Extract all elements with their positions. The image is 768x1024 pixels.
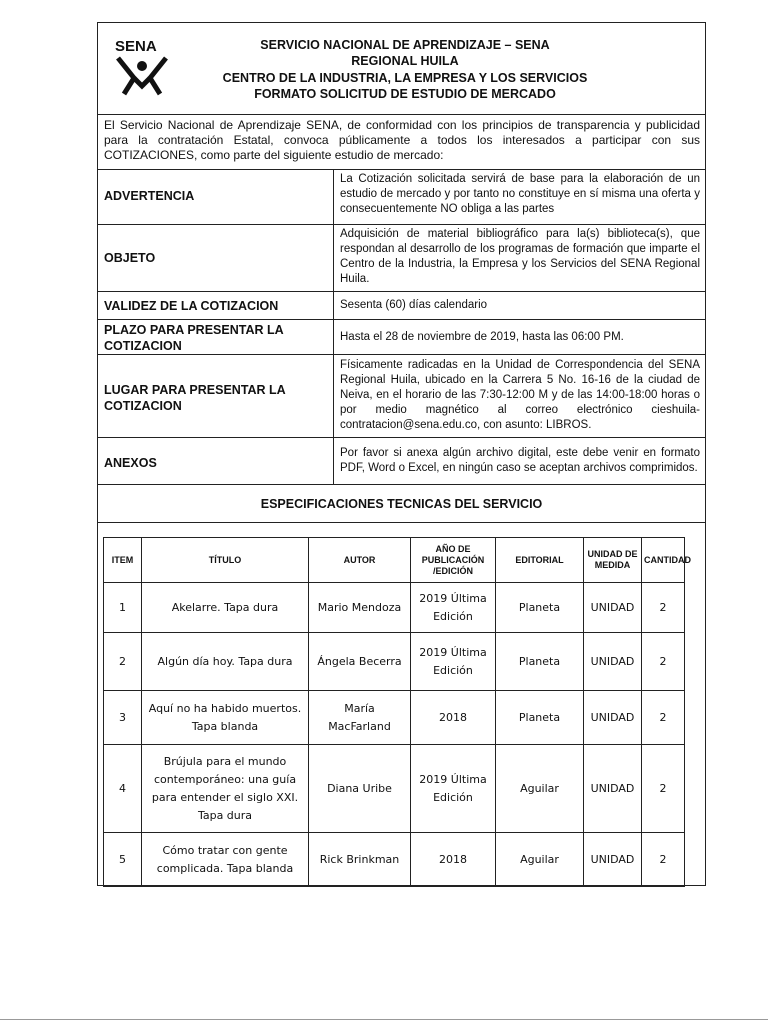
column-divider xyxy=(333,169,334,484)
cell-item: 5 xyxy=(104,833,142,887)
svg-text:SENA: SENA xyxy=(115,38,157,55)
divider xyxy=(97,354,706,355)
header-regional: REGIONAL HUILA xyxy=(351,54,459,68)
spec-section-title: ESPECIFICACIONES TECNICAS DEL SERVICIO xyxy=(260,497,543,511)
col-header-titulo: TÍTULO xyxy=(142,538,309,583)
intro-paragraph: El Servicio Nacional de Aprendizaje SENA, de conformidad con los principios de transparencia y publicidad para la contratación Estatal, convoca públicamente a todos los interesados a participar con sus COTIZACIONES, como parte del siguiente estudio de mercado: xyxy=(104,118,700,162)
col-header-anio: AÑO DE PUBLICACIÓN /EDICIÓN xyxy=(411,538,496,583)
cell-anio: 2019 Última Edición xyxy=(411,583,496,633)
header-format: FORMATO SOLICITUD DE ESTUDIO DE MERCADO xyxy=(254,87,556,101)
table-row xyxy=(104,583,685,633)
cell-cantidad: 2 xyxy=(642,745,685,833)
cell-cantidad: 2 xyxy=(642,833,685,887)
cell-anio: 2019 Última Edición xyxy=(411,633,496,691)
divider xyxy=(97,319,706,320)
cell-cantidad: 2 xyxy=(642,691,685,745)
items-table xyxy=(103,537,691,887)
divider xyxy=(97,291,706,292)
divider xyxy=(97,522,706,523)
field-value-anexos: Por favor si anexa algún archivo digital, este debe venir en formato PDF, Word o Excel, en ningún caso se aceptan archivos comprimidos. xyxy=(340,447,700,474)
header-title: SERVICIO NACIONAL DE APRENDIZAJE – SENA xyxy=(260,38,550,52)
table-row xyxy=(104,633,685,691)
sena-logo xyxy=(112,36,172,96)
divider xyxy=(97,484,706,485)
cell-anio: 2018 xyxy=(411,691,496,745)
divider xyxy=(97,114,706,115)
divider xyxy=(97,169,706,170)
table-row xyxy=(104,745,685,833)
col-header-cantidad: CANTIDAD xyxy=(642,538,685,583)
cell-anio: 2019 Última Edición xyxy=(411,745,496,833)
cell-editorial: Planeta xyxy=(496,583,584,633)
page-edge-line xyxy=(0,1019,768,1020)
cell-editorial: Aguilar xyxy=(496,745,584,833)
cell-item: 2 xyxy=(104,633,142,691)
header-center: CENTRO DE LA INDUSTRIA, LA EMPRESA Y LOS SERVICIOS xyxy=(222,71,588,85)
cell-autor: Rick Brinkman xyxy=(309,833,411,887)
field-value-validez: Sesenta (60) días calendario xyxy=(340,299,488,311)
table-header-row xyxy=(104,538,685,583)
field-label-plazo: PLAZO PARA PRESENTAR LA COTIZACION xyxy=(104,323,284,353)
cell-cantidad: 2 xyxy=(642,633,685,691)
col-header-editorial: EDITORIAL xyxy=(496,538,584,583)
cell-unidad: UNIDAD xyxy=(584,633,642,691)
field-label-objeto: OBJETO xyxy=(104,251,156,265)
cell-anio: 2018 xyxy=(411,833,496,887)
field-value-advertencia: La Cotización solicitada servirá de base para la elaboración de un estudio de mercado y por tanto no constituye en sí misma una oferta y consecuentemente NO obliga a las partes xyxy=(340,173,700,215)
field-label-lugar: LUGAR PARA PRESENTAR LA COTIZACION xyxy=(104,383,286,413)
cell-titulo: Akelarre. Tapa dura xyxy=(142,583,309,633)
cell-unidad: UNIDAD xyxy=(584,691,642,745)
cell-titulo: Algún día hoy. Tapa dura xyxy=(142,633,309,691)
cell-autor: Diana Uribe xyxy=(309,745,411,833)
field-value-plazo: Hasta el 28 de noviembre de 2019, hasta las 06:00 PM. xyxy=(340,331,624,343)
col-header-autor: AUTOR xyxy=(309,538,411,583)
cell-item: 1 xyxy=(104,583,142,633)
col-header-unidad: UNIDAD DE MEDIDA xyxy=(584,538,642,583)
table-row xyxy=(104,691,685,745)
cell-editorial: Planeta xyxy=(496,691,584,745)
field-value-lugar: Físicamente radicadas en la Unidad de Correspondencia del SENA Regional Huila, ubicado en la Carrera 5 No. 16-16 de la ciudad de Neiva, en el horario de las 7:30-12:00 M y de las 14:00-18:00 horas o por medio magnético al correo electrónico cieshuila-contratacion@sena.edu.co, con asunto: LIBROS. xyxy=(340,359,700,431)
cell-item: 3 xyxy=(104,691,142,745)
cell-titulo: Cómo tratar con gente complicada. Tapa blanda xyxy=(142,833,309,887)
cell-item: 4 xyxy=(104,745,142,833)
field-label-anexos: ANEXOS xyxy=(104,456,157,470)
divider xyxy=(97,224,706,225)
cell-editorial: Planeta xyxy=(496,633,584,691)
cell-unidad: UNIDAD xyxy=(584,833,642,887)
cell-titulo: Brújula para el mundo contemporáneo: una guía para entender el siglo XXI. Tapa dura xyxy=(142,745,309,833)
cell-cantidad: 2 xyxy=(642,583,685,633)
cell-autor: Mario Mendoza xyxy=(309,583,411,633)
cell-unidad: UNIDAD xyxy=(584,745,642,833)
cell-editorial: Aguilar xyxy=(496,833,584,887)
cell-titulo: Aquí no ha habido muertos. Tapa blanda xyxy=(142,691,309,745)
col-header-item: ITEM xyxy=(104,538,142,583)
table-row xyxy=(104,833,685,887)
divider xyxy=(97,437,706,438)
cell-autor: María MacFarland xyxy=(309,691,411,745)
field-label-validez: VALIDEZ DE LA COTIZACION xyxy=(104,299,279,313)
field-value-objeto: Adquisición de material bibliográfico para la(s) biblioteca(s), que respondan al desarrollo de los programas de formación que imparte el Centro de la Industria, la Empresa y los Servicios del SENA Regional Huila. xyxy=(340,228,700,285)
cell-unidad: UNIDAD xyxy=(584,583,642,633)
cell-autor: Ángela Becerra xyxy=(309,633,411,691)
field-label-advertencia: ADVERTENCIA xyxy=(104,189,195,203)
